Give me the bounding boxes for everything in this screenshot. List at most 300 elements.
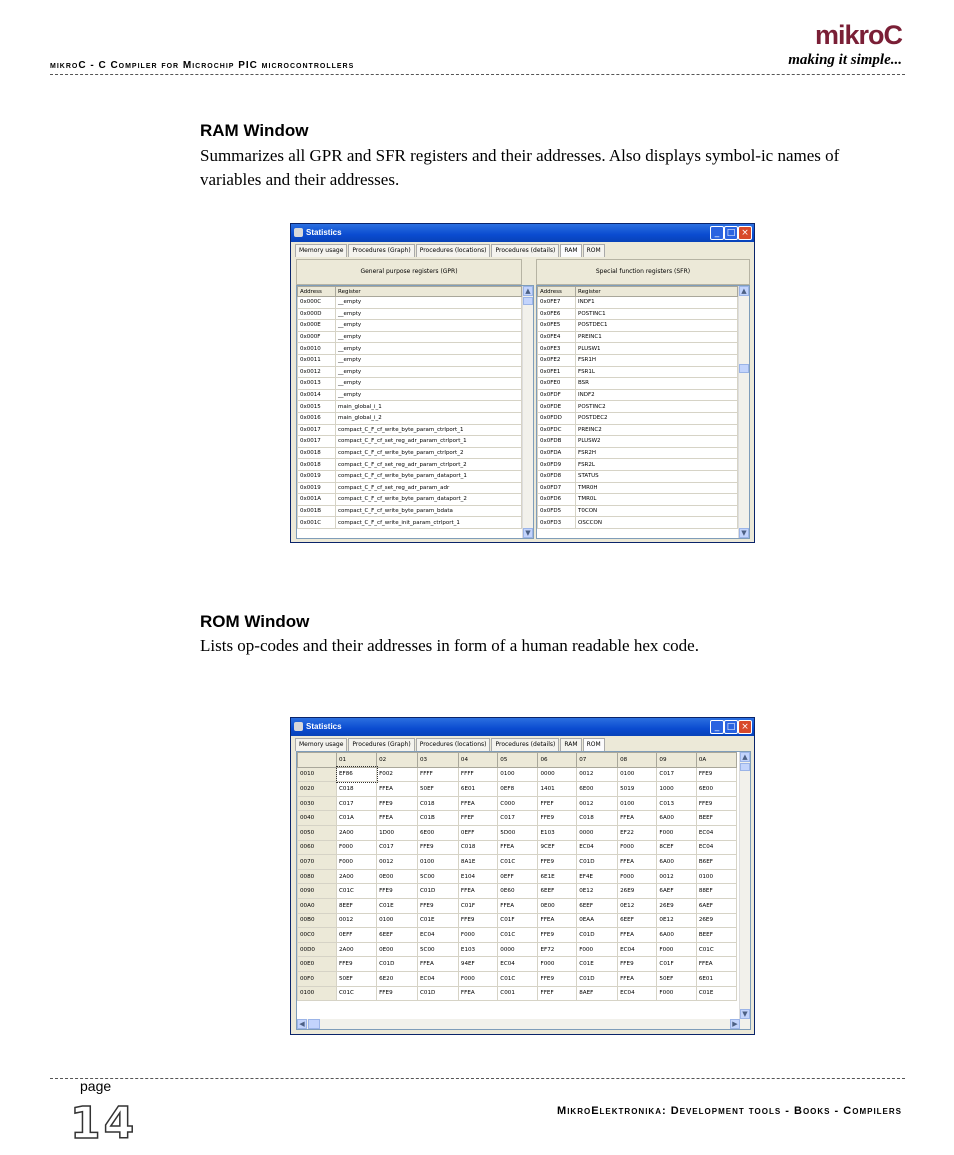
table-row[interactable] <box>298 782 737 797</box>
table-row[interactable] <box>538 436 738 448</box>
hex-cell[interactable]: C017 <box>337 796 377 811</box>
hex-cell[interactable]: FFE9 <box>696 796 736 811</box>
hex-cell[interactable]: 0100 <box>618 767 657 782</box>
gpr-register-cell[interactable]: __empty <box>336 378 522 390</box>
gpr-address-cell[interactable]: 0x001C <box>298 517 336 529</box>
gpr-register-cell[interactable]: __empty <box>336 297 522 309</box>
hex-cell[interactable]: 50EF <box>418 782 459 797</box>
hex-cell[interactable]: 1000 <box>657 782 696 797</box>
gpr-register-cell[interactable]: compact_C_F_cf_set_reg_adr_param_ctrlport_1 <box>336 436 522 448</box>
hex-cell[interactable]: 0E12 <box>657 913 696 928</box>
table-row[interactable] <box>538 470 738 482</box>
gpr-address-cell[interactable]: 0x0012 <box>298 366 336 378</box>
hex-cell[interactable]: C01C <box>337 986 377 1001</box>
sfr-address-cell[interactable]: 0x0FDF <box>538 389 576 401</box>
hex-cell[interactable]: C000 <box>498 796 538 811</box>
hex-cell[interactable]: C01B <box>418 811 459 826</box>
hex-cell[interactable]: 6AEF <box>657 884 696 899</box>
hex-cell[interactable]: FFEA <box>418 957 459 972</box>
sfr-address-cell[interactable]: 0x0FD9 <box>538 459 576 471</box>
hex-cell[interactable]: 0EFF <box>498 869 538 884</box>
hex-cell[interactable]: FFEA <box>696 957 736 972</box>
sfr-register-cell[interactable]: POSTINC1 <box>576 308 738 320</box>
gpr-register-header[interactable]: Register <box>336 287 522 297</box>
sfr-register-cell[interactable]: FSR2L <box>576 459 738 471</box>
table-row[interactable] <box>298 389 522 401</box>
tab-memory-usage[interactable]: Memory usage <box>295 738 347 751</box>
hex-cell[interactable]: 6E00 <box>696 782 736 797</box>
sfr-address-cell[interactable]: 0x0FE5 <box>538 320 576 332</box>
table-row[interactable] <box>538 354 738 366</box>
hex-cell[interactable]: EC04 <box>618 942 657 957</box>
hex-cell[interactable]: C01F <box>657 957 696 972</box>
sfr-address-cell[interactable]: 0x0FD6 <box>538 494 576 506</box>
sfr-address-cell[interactable]: 0x0FD8 <box>538 470 576 482</box>
hex-cell[interactable]: B6EF <box>696 855 736 870</box>
column-header[interactable]: 05 <box>498 753 538 768</box>
table-row[interactable] <box>298 957 737 972</box>
gpr-address-cell[interactable]: 0x0017 <box>298 436 336 448</box>
rom-vertical-scrollbar[interactable] <box>739 752 750 1019</box>
table-row[interactable] <box>298 767 737 782</box>
hex-cell[interactable]: 50EF <box>337 971 377 986</box>
table-row[interactable] <box>538 447 738 459</box>
tab-procedures-details[interactable]: Procedures (details) <box>491 738 559 751</box>
hex-cell[interactable]: 0000 <box>577 825 618 840</box>
gpr-register-cell[interactable]: compact_C_F_cf_write_byte_param_ctrlport_2 <box>336 447 522 459</box>
hex-cell[interactable]: 0E00 <box>377 942 418 957</box>
table-row[interactable] <box>298 869 737 884</box>
hex-cell[interactable]: C018 <box>458 840 497 855</box>
gpr-register-cell[interactable]: main_global_i_2 <box>336 412 522 424</box>
hex-cell[interactable]: 6EEF <box>618 913 657 928</box>
hex-cell[interactable]: C01E <box>696 986 736 1001</box>
gpr-address-cell[interactable]: 0x0014 <box>298 389 336 401</box>
hex-cell[interactable]: 6A00 <box>657 811 696 826</box>
hex-cell[interactable]: FFEA <box>498 898 538 913</box>
hex-cell[interactable]: BEEF <box>696 811 736 826</box>
gpr-address-cell[interactable]: 0x0011 <box>298 354 336 366</box>
table-row[interactable] <box>538 494 738 506</box>
table-row[interactable] <box>538 401 738 413</box>
hex-cell[interactable]: C01D <box>377 957 418 972</box>
hex-cell[interactable]: 0012 <box>577 767 618 782</box>
tab-memory-usage[interactable]: Memory usage <box>295 244 347 257</box>
hex-cell[interactable]: E104 <box>458 869 497 884</box>
sfr-register-cell[interactable]: POSTDEC1 <box>576 320 738 332</box>
hex-cell[interactable]: E103 <box>458 942 497 957</box>
sfr-register-cell[interactable]: TMR0H <box>576 482 738 494</box>
sfr-address-cell[interactable]: 0x0FE3 <box>538 343 576 355</box>
table-row[interactable] <box>298 424 522 436</box>
hex-cell[interactable]: C01F <box>498 913 538 928</box>
gpr-register-cell[interactable]: main_global_i_1 <box>336 401 522 413</box>
hex-cell[interactable]: 6A00 <box>657 855 696 870</box>
gpr-register-cell[interactable]: compact_C_F_cf_write_byte_param_dataport_2 <box>336 494 522 506</box>
sfr-address-cell[interactable]: 0x0FDC <box>538 424 576 436</box>
hex-cell[interactable]: 0100 <box>696 869 736 884</box>
hex-cell[interactable]: 6E20 <box>377 971 418 986</box>
hex-cell[interactable]: EF22 <box>618 825 657 840</box>
gpr-register-cell[interactable]: compact_C_F_cf_write_byte_param_bdata <box>336 505 522 517</box>
table-row[interactable] <box>298 343 522 355</box>
table-row[interactable] <box>538 412 738 424</box>
hex-cell[interactable]: 0012 <box>657 869 696 884</box>
hex-cell[interactable]: BEEF <box>696 928 736 943</box>
sfr-address-cell[interactable]: 0x0FE4 <box>538 331 576 343</box>
hex-cell[interactable]: 6EEF <box>538 884 577 899</box>
sfr-address-cell[interactable]: 0x0FE2 <box>538 354 576 366</box>
hex-cell[interactable]: FFEA <box>377 811 418 826</box>
hex-cell[interactable]: 8CEF <box>657 840 696 855</box>
sfr-address-cell[interactable]: 0x0FDD <box>538 412 576 424</box>
gpr-address-cell[interactable]: 0x0018 <box>298 459 336 471</box>
table-row[interactable] <box>298 811 737 826</box>
tab-procedures-details[interactable]: Procedures (details) <box>491 244 559 257</box>
hex-cell[interactable]: FFEA <box>377 782 418 797</box>
table-row[interactable] <box>298 401 522 413</box>
sfr-address-cell[interactable]: 0x0FDA <box>538 447 576 459</box>
scroll-right-icon[interactable]: ▶ <box>730 1019 740 1029</box>
gpr-register-cell[interactable]: __empty <box>336 331 522 343</box>
hex-cell[interactable]: C01D <box>577 928 618 943</box>
hex-cell[interactable]: C018 <box>418 796 459 811</box>
hex-cell[interactable]: 6EEF <box>377 928 418 943</box>
hex-cell[interactable]: F000 <box>657 986 696 1001</box>
hex-cell[interactable]: 0100 <box>498 767 538 782</box>
gpr-address-cell[interactable]: 0x001A <box>298 494 336 506</box>
gpr-address-cell[interactable]: 0x0016 <box>298 412 336 424</box>
sfr-address-cell[interactable]: 0x0FE6 <box>538 308 576 320</box>
hex-cell[interactable]: 94EF <box>458 957 497 972</box>
gpr-address-cell[interactable]: 0x001B <box>298 505 336 517</box>
hex-cell[interactable]: F000 <box>458 971 497 986</box>
maximize-icon[interactable]: □ <box>724 226 738 240</box>
sfr-register-cell[interactable]: PREINC2 <box>576 424 738 436</box>
gpr-register-cell[interactable]: __empty <box>336 320 522 332</box>
hex-cell[interactable]: 0E12 <box>577 884 618 899</box>
hex-cell[interactable]: C01C <box>498 971 538 986</box>
hex-cell[interactable]: FFEF <box>538 796 577 811</box>
hex-cell[interactable]: C018 <box>337 782 377 797</box>
gpr-register-cell[interactable]: __empty <box>336 308 522 320</box>
hex-cell[interactable]: FFE9 <box>458 913 497 928</box>
hex-cell[interactable]: 0E00 <box>377 869 418 884</box>
rom-horizontal-scrollbar[interactable] <box>297 1019 750 1029</box>
hex-cell[interactable]: FFEA <box>498 840 538 855</box>
hex-cell[interactable]: F000 <box>657 825 696 840</box>
gpr-register-cell[interactable]: __empty <box>336 389 522 401</box>
sfr-register-cell[interactable]: BSR <box>576 378 738 390</box>
sfr-register-cell[interactable]: POSTINC2 <box>576 401 738 413</box>
gpr-register-cell[interactable]: __empty <box>336 354 522 366</box>
hex-cell[interactable]: 6E1E <box>538 869 577 884</box>
hex-cell[interactable]: C01E <box>577 957 618 972</box>
hex-cell[interactable]: 2A00 <box>337 942 377 957</box>
sfr-register-cell[interactable]: INDF1 <box>576 297 738 309</box>
gpr-address-cell[interactable]: 0x0013 <box>298 378 336 390</box>
column-header[interactable]: 02 <box>377 753 418 768</box>
column-header[interactable]: 0A <box>696 753 736 768</box>
gpr-address-cell[interactable]: 0x000D <box>298 308 336 320</box>
hex-cell[interactable]: C01D <box>577 971 618 986</box>
table-row[interactable] <box>298 308 522 320</box>
table-row[interactable] <box>298 459 522 471</box>
tab-rom[interactable]: ROM <box>583 738 605 751</box>
scroll-down-icon[interactable]: ▼ <box>740 1009 750 1019</box>
hex-cell[interactable]: FFE9 <box>618 957 657 972</box>
hex-cell[interactable]: 0012 <box>337 913 377 928</box>
hex-cell[interactable]: 0100 <box>618 796 657 811</box>
table-row[interactable] <box>298 320 522 332</box>
hex-cell[interactable]: FFE9 <box>538 855 577 870</box>
table-row[interactable] <box>298 840 737 855</box>
sfr-address-cell[interactable]: 0x0FE0 <box>538 378 576 390</box>
sfr-register-cell[interactable]: PREINC1 <box>576 331 738 343</box>
hex-cell[interactable]: FFFF <box>418 767 459 782</box>
hex-cell[interactable]: EC04 <box>577 840 618 855</box>
table-row[interactable] <box>538 482 738 494</box>
tab-procedures-locations[interactable]: Procedures (locations) <box>416 244 491 257</box>
scroll-down-icon[interactable]: ▼ <box>523 528 533 538</box>
sfr-register-cell[interactable]: T0CON <box>576 505 738 517</box>
hex-cell[interactable]: 8EEF <box>337 898 377 913</box>
hex-cell[interactable]: 6E01 <box>696 971 736 986</box>
gpr-address-cell[interactable]: 0x0019 <box>298 470 336 482</box>
table-row[interactable] <box>298 436 522 448</box>
sfr-register-header[interactable]: Register <box>576 287 738 297</box>
hex-cell[interactable]: 5C00 <box>418 942 459 957</box>
sfr-address-cell[interactable]: 0x0FDB <box>538 436 576 448</box>
table-row[interactable] <box>298 796 737 811</box>
gpr-address-cell[interactable]: 0x0019 <box>298 482 336 494</box>
table-row[interactable] <box>298 942 737 957</box>
hex-cell[interactable]: FFE9 <box>538 811 577 826</box>
hex-cell[interactable]: F000 <box>618 840 657 855</box>
close-icon[interactable]: × <box>738 226 752 240</box>
tab-rom[interactable]: ROM <box>583 244 605 257</box>
hex-cell[interactable]: EC04 <box>696 840 736 855</box>
hex-cell[interactable]: 6A00 <box>657 928 696 943</box>
hex-cell[interactable]: 0012 <box>577 796 618 811</box>
hex-cell[interactable]: EC04 <box>418 928 459 943</box>
table-row[interactable] <box>298 378 522 390</box>
maximize-icon[interactable]: □ <box>724 720 738 734</box>
sfr-register-cell[interactable]: PLUSW2 <box>576 436 738 448</box>
gpr-register-cell[interactable]: compact_C_F_cf_set_reg_adr_param_ctrlport_2 <box>336 459 522 471</box>
hex-cell[interactable]: 0EFF <box>458 825 497 840</box>
table-row[interactable] <box>538 343 738 355</box>
sfr-register-cell[interactable]: OSCCON <box>576 517 738 529</box>
hex-cell[interactable]: FFEA <box>458 884 497 899</box>
hex-cell[interactable]: FFE9 <box>377 796 418 811</box>
sfr-address-cell[interactable]: 0x0FD7 <box>538 482 576 494</box>
hex-cell[interactable]: C01D <box>418 986 459 1001</box>
sfr-register-cell[interactable]: STATUS <box>576 470 738 482</box>
gpr-address-cell[interactable]: 0x000E <box>298 320 336 332</box>
hex-cell[interactable]: 5019 <box>618 782 657 797</box>
sfr-register-cell[interactable]: PLUSW1 <box>576 343 738 355</box>
sfr-address-header[interactable]: Address <box>538 287 576 297</box>
gpr-address-cell[interactable]: 0x0010 <box>298 343 336 355</box>
hex-cell[interactable]: 0EFF <box>337 928 377 943</box>
gpr-register-cell[interactable]: __empty <box>336 366 522 378</box>
gpr-register-cell[interactable]: compact_C_F_cf_set_reg_adr_param_adr <box>336 482 522 494</box>
hex-cell[interactable]: F000 <box>618 869 657 884</box>
hex-cell[interactable]: C01C <box>337 884 377 899</box>
gpr-address-cell[interactable]: 0x0018 <box>298 447 336 459</box>
gpr-address-cell[interactable]: 0x0017 <box>298 424 336 436</box>
column-header[interactable]: 04 <box>458 753 497 768</box>
table-row[interactable] <box>298 884 737 899</box>
hex-cell[interactable]: C01C <box>498 855 538 870</box>
gpr-register-cell[interactable]: __empty <box>336 343 522 355</box>
hex-cell[interactable]: 5D00 <box>498 825 538 840</box>
hex-cell[interactable]: FFEA <box>618 811 657 826</box>
hex-cell[interactable]: 1D00 <box>377 825 418 840</box>
hex-cell[interactable]: 0100 <box>377 913 418 928</box>
sfr-address-cell[interactable]: 0x0FDE <box>538 401 576 413</box>
hex-cell[interactable]: EC04 <box>418 971 459 986</box>
column-header[interactable]: 06 <box>538 753 577 768</box>
hex-cell[interactable]: F002 <box>377 767 418 782</box>
table-row[interactable] <box>538 505 738 517</box>
gpr-address-cell[interactable]: 0x0015 <box>298 401 336 413</box>
gpr-scrollbar[interactable] <box>522 286 533 538</box>
table-row[interactable] <box>298 825 737 840</box>
table-row[interactable] <box>298 517 522 529</box>
tab-ram[interactable]: RAM <box>560 738 581 751</box>
table-row[interactable] <box>538 308 738 320</box>
hex-cell[interactable]: FFEF <box>538 986 577 1001</box>
hex-cell[interactable]: C001 <box>498 986 538 1001</box>
hex-cell[interactable]: F000 <box>577 942 618 957</box>
hex-cell[interactable]: FFEA <box>618 971 657 986</box>
hex-cell[interactable]: F000 <box>538 957 577 972</box>
tab-ram[interactable]: RAM <box>560 244 581 257</box>
table-row[interactable] <box>298 913 737 928</box>
column-header[interactable]: 03 <box>418 753 459 768</box>
sfr-address-cell[interactable]: 0x0FD3 <box>538 517 576 529</box>
sfr-address-cell[interactable]: 0x0FE1 <box>538 366 576 378</box>
table-row[interactable] <box>298 855 737 870</box>
table-row[interactable] <box>538 459 738 471</box>
hex-cell[interactable]: 9CEF <box>538 840 577 855</box>
sfr-register-cell[interactable]: FSR2H <box>576 447 738 459</box>
hex-cell[interactable]: FFE9 <box>696 767 736 782</box>
minimize-icon[interactable]: _ <box>710 720 724 734</box>
hex-cell[interactable]: C01D <box>577 855 618 870</box>
table-row[interactable] <box>298 447 522 459</box>
hex-cell[interactable]: 8A1E <box>458 855 497 870</box>
gpr-address-header[interactable]: Address <box>298 287 336 297</box>
sfr-address-cell[interactable]: 0x0FD5 <box>538 505 576 517</box>
hex-cell[interactable]: FFE9 <box>538 971 577 986</box>
scroll-thumb[interactable] <box>739 364 749 373</box>
column-header[interactable]: 08 <box>618 753 657 768</box>
gpr-address-cell[interactable]: 0x000C <box>298 297 336 309</box>
hex-cell[interactable]: 2A00 <box>337 869 377 884</box>
sfr-address-cell[interactable]: 0x0FE7 <box>538 297 576 309</box>
hex-cell[interactable]: FFE9 <box>418 840 459 855</box>
hex-cell[interactable]: 0E60 <box>498 884 538 899</box>
hex-cell[interactable]: 0E00 <box>538 898 577 913</box>
sfr-register-cell[interactable]: TMR0L <box>576 494 738 506</box>
hex-cell[interactable]: C017 <box>377 840 418 855</box>
scroll-thumb[interactable] <box>308 1019 320 1029</box>
table-row[interactable] <box>298 412 522 424</box>
hex-cell[interactable]: 6AEF <box>696 898 736 913</box>
hex-cell[interactable]: 5C00 <box>418 869 459 884</box>
sfr-register-cell[interactable]: FSR1H <box>576 354 738 366</box>
table-row[interactable] <box>538 424 738 436</box>
hex-cell[interactable]: 6E00 <box>418 825 459 840</box>
hex-cell[interactable]: C018 <box>577 811 618 826</box>
scroll-thumb[interactable] <box>740 763 750 771</box>
hex-cell[interactable]: FFEA <box>538 913 577 928</box>
hex-cell[interactable]: E103 <box>538 825 577 840</box>
table-row[interactable] <box>298 354 522 366</box>
table-row[interactable] <box>298 494 522 506</box>
hex-cell[interactable]: FFE9 <box>377 986 418 1001</box>
table-row[interactable] <box>538 378 738 390</box>
gpr-register-cell[interactable]: compact_C_F_cf_write_byte_param_dataport_1 <box>336 470 522 482</box>
sfr-scrollbar[interactable] <box>738 286 749 538</box>
hex-cell[interactable]: 0100 <box>418 855 459 870</box>
hex-cell[interactable]: C017 <box>498 811 538 826</box>
table-row[interactable] <box>538 331 738 343</box>
hex-cell[interactable]: 0E12 <box>618 898 657 913</box>
table-row[interactable] <box>298 470 522 482</box>
table-row[interactable] <box>298 482 522 494</box>
hex-cell[interactable]: EC04 <box>498 957 538 972</box>
hex-cell[interactable]: 1401 <box>538 782 577 797</box>
sfr-register-cell[interactable]: INDF2 <box>576 389 738 401</box>
hex-cell[interactable]: 6EEF <box>577 898 618 913</box>
hex-cell[interactable]: 0EF8 <box>498 782 538 797</box>
hex-cell[interactable]: EC04 <box>618 986 657 1001</box>
hex-cell[interactable]: F000 <box>657 942 696 957</box>
hex-cell[interactable]: FFE9 <box>418 898 459 913</box>
hex-cell[interactable]: EC04 <box>696 825 736 840</box>
scroll-up-icon[interactable]: ▲ <box>740 752 750 762</box>
hex-cell[interactable]: 88EF <box>696 884 736 899</box>
hex-cell[interactable]: 0000 <box>498 942 538 957</box>
hex-cell[interactable]: FFEA <box>458 986 497 1001</box>
hex-cell[interactable]: C01E <box>418 913 459 928</box>
hex-cell[interactable]: 6E01 <box>458 782 497 797</box>
hex-cell[interactable]: F000 <box>337 855 377 870</box>
hex-cell[interactable]: 26E9 <box>696 913 736 928</box>
hex-cell[interactable]: F000 <box>458 928 497 943</box>
hex-cell[interactable]: F000 <box>337 840 377 855</box>
hex-cell[interactable]: FFEF <box>458 811 497 826</box>
hex-cell[interactable]: 0EAA <box>577 913 618 928</box>
hex-cell[interactable]: 6E00 <box>577 782 618 797</box>
hex-cell[interactable]: 0012 <box>377 855 418 870</box>
hex-cell[interactable]: 26E9 <box>618 884 657 899</box>
hex-cell[interactable]: C013 <box>657 796 696 811</box>
hex-cell[interactable]: C01F <box>458 898 497 913</box>
hex-cell[interactable]: FFEA <box>458 796 497 811</box>
close-icon[interactable]: × <box>738 720 752 734</box>
table-row[interactable] <box>538 297 738 309</box>
hex-cell[interactable]: FFE9 <box>538 928 577 943</box>
hex-cell[interactable]: FFEA <box>618 928 657 943</box>
hex-cell[interactable]: C01C <box>696 942 736 957</box>
table-row[interactable] <box>298 898 737 913</box>
hex-cell[interactable]: EF4E <box>577 869 618 884</box>
